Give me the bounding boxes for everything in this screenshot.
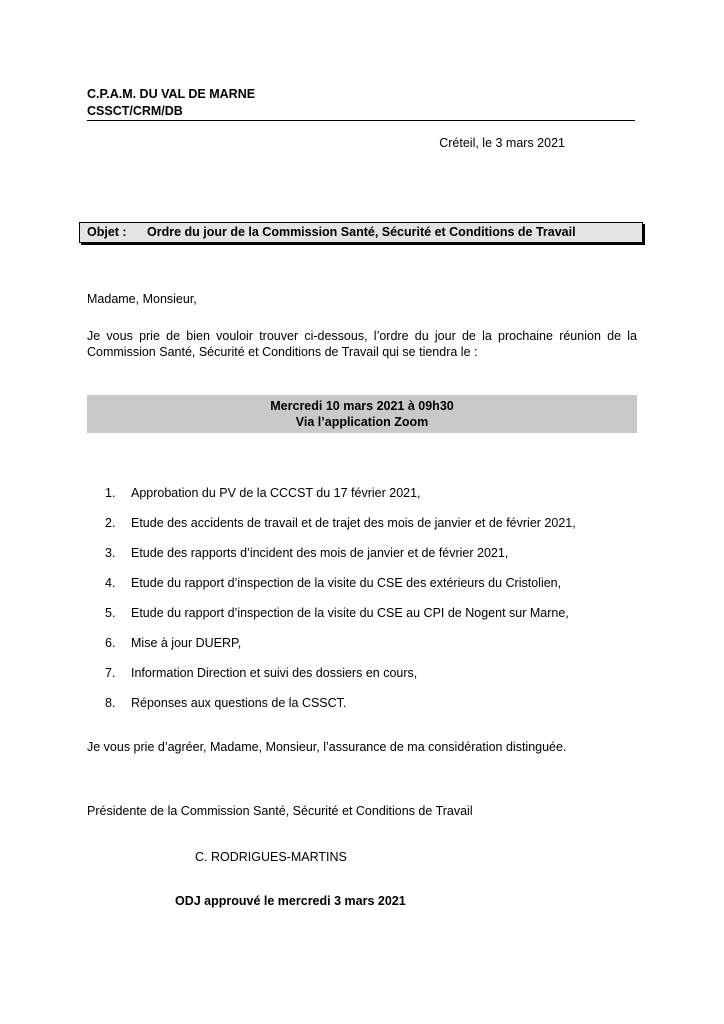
subject-label: Objet : <box>87 225 127 239</box>
agenda-text: Etude des accidents de travail et de trajet des mois de janvier et de février 2021, <box>131 516 576 530</box>
agenda-number: 7. <box>105 666 116 680</box>
agenda-number: 5. <box>105 606 116 620</box>
agenda-text: Information Direction et suivi des dossiers en cours, <box>131 666 418 680</box>
date-line: Créteil, le 3 mars 2021 <box>439 136 565 150</box>
agenda-item <box>105 606 569 620</box>
agenda-text: Réponses aux questions de la CSSCT. <box>131 696 347 710</box>
subject-box <box>79 222 643 243</box>
salutation: Madame, Monsieur, <box>87 292 197 306</box>
header-divider <box>87 120 635 121</box>
agenda-number: 6. <box>105 636 116 650</box>
closing-formula: Je vous prie d’agréer, Madame, Monsieur, l’assurance de ma considération distinguée. <box>87 740 567 754</box>
meeting-date: Mercredi 10 mars 2021 à 09h30 <box>270 399 454 413</box>
meeting-location: Via l’application Zoom <box>295 415 429 429</box>
agenda-text: Approbation du PV de la CCCST du 17 février 2021, <box>131 486 421 500</box>
signer-name: C. RODRIGUES-MARTINS <box>195 850 347 864</box>
subject-text: Ordre du jour de la Commission Santé, Sécurité et Conditions de Travail <box>147 225 576 239</box>
organization-name: C.P.A.M. DU VAL DE MARNE <box>87 87 256 101</box>
agenda-number: 3. <box>105 546 116 560</box>
agenda-item <box>105 516 576 530</box>
agenda-number: 1. <box>105 486 116 500</box>
agenda-number: 4. <box>105 576 116 590</box>
agenda-text: Etude du rapport d’inspection de la visite du CSE des extérieurs du Cristolien, <box>131 576 562 590</box>
signer-title: Présidente de la Commission Santé, Sécurité et Conditions de Travail <box>87 804 473 818</box>
agenda-number: 8. <box>105 696 116 710</box>
agenda-item <box>105 696 346 710</box>
agenda-text: Etude du rapport d’inspection de la visite du CSE au CPI de Nogent sur Marne, <box>131 606 569 620</box>
document-reference: CSSCT/CRM/DB <box>87 104 183 118</box>
agenda-number: 2. <box>105 516 116 530</box>
agenda-text: Mise à jour DUERP, <box>131 636 242 650</box>
approval-note: ODJ approuvé le mercredi 3 mars 2021 <box>175 894 406 908</box>
agenda-item <box>105 576 561 590</box>
agenda-text: Etude des rapports d’incident des mois de janvier et de février 2021, <box>131 546 509 560</box>
agenda-item <box>105 486 421 500</box>
intro-paragraph: Je vous prie de bien vouloir trouver ci-dessous, l’ordre du jour de la prochaine réunion de la Commission Santé, Sécurité et Conditions de Travail qui se tiendra le : <box>87 329 637 359</box>
agenda-item <box>105 546 508 560</box>
meeting-box <box>87 395 637 433</box>
agenda-item <box>105 666 417 680</box>
agenda-item <box>105 636 241 650</box>
